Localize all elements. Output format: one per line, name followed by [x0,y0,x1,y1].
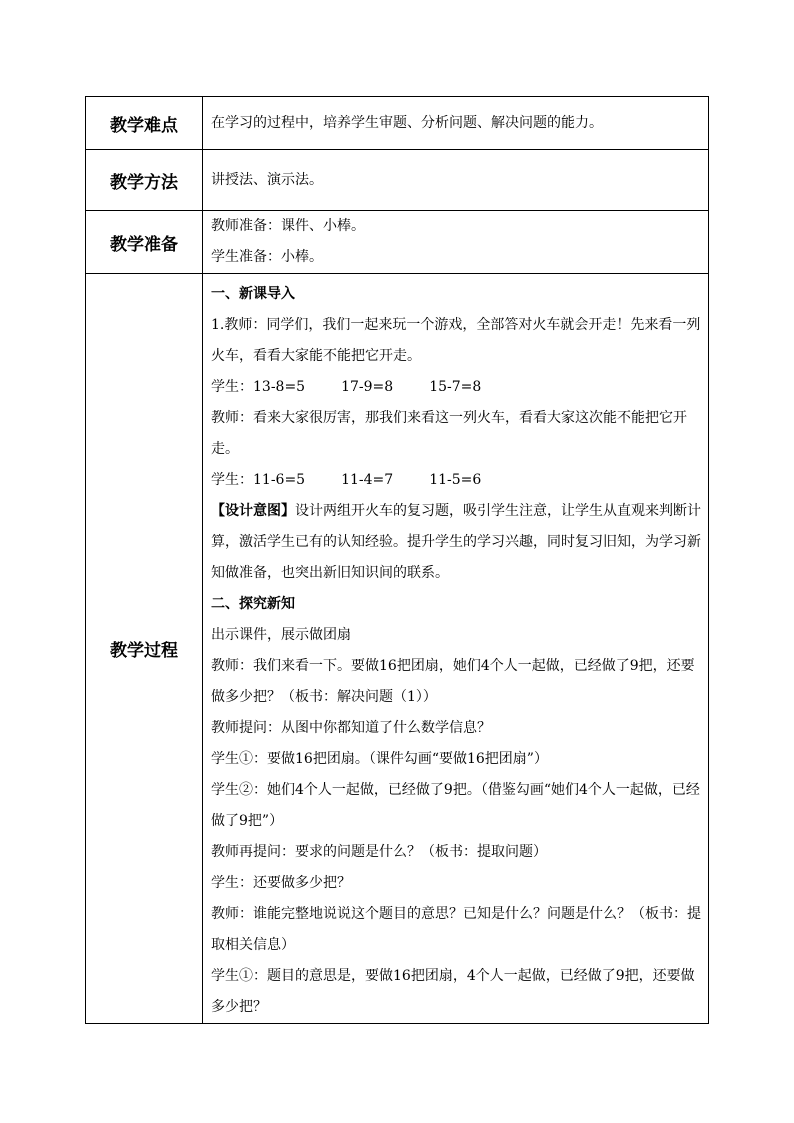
answer-item: 11-6=5 [253,472,306,488]
student-preparation-text: 学生准备：小棒。 [211,249,323,265]
paragraph-explore-9: 学生①：题目的意思是，要做16把团扇，4个人一起做，已经做了9把，还要做多少把？ [211,968,695,1015]
row-teaching-preparation [86,211,709,274]
content-teaching-difficulty: 在学习的过程中，培养学生审题、分析问题、解决问题的能力。 [203,97,709,150]
label-teaching-method: 教学方法 [86,150,203,211]
paragraph-explore-2: 教师：我们来看一下。要做16把团扇，她们4个人一起做，已经做了9把，还要做多少把？（板书：解决问题（1）） [211,658,695,705]
paragraph-intro-2: 教师：看来大家很厉害，那我们来看这一列火车，看看大家这次能不能把它开走。 [211,410,687,457]
paragraph-explore-6: 教师再提问：要求的问题是什么？（板书：提取问题） [211,844,547,860]
student-answers-1 [211,372,702,403]
row-teaching-method [86,150,709,211]
paragraph-explore-3: 教师提问：从图中你都知道了什么数学信息？ [211,720,491,736]
paragraph-explore-4: 学生①：要做16把团扇。（课件勾画“要做16把团扇”） [211,751,548,767]
label-teaching-difficulty: 教学难点 [86,97,203,150]
section-heading-intro: 一、新课导入 [211,286,295,302]
teacher-preparation-text: 教师准备：课件、小棒。 [211,218,365,234]
answer-item: 13-8=5 [253,379,306,395]
paragraph-explore-7: 学生：还要做多少把？ [211,875,351,891]
answer-item: 11-4=7 [341,472,394,488]
label-teaching-process: 教学过程 [86,274,203,1024]
design-intent-paragraph [211,496,702,589]
paragraph-explore-1: 出示课件，展示做团扇 [211,627,351,643]
content-teaching-method: 讲授法、演示法。 [203,150,709,211]
section-heading-explore: 二、探究新知 [211,596,295,612]
row-teaching-difficulty [86,97,709,150]
paragraph-explore-5: 学生②：她们4个人一起做，已经做了9把。（借鉴勾画“她们4个人一起做，已经做了9把”） [211,782,700,829]
design-intent-text: 设计两组开火车的复习题，吸引学生注意，让学生从直观来判断计算，激活学生已有的认知经验。提升学生的学习兴趣，同时复习旧知，为学习新知做准备，也突出新旧知识间的联系。 [211,503,701,581]
answer-item: 15-7=8 [429,379,482,395]
lesson-plan-table [85,96,709,1024]
answer-prefix: 学生： [211,472,253,488]
paragraph-explore-8: 教师：谁能完整地说说这个题目的意思？已知是什么？问题是什么？（板书：提取相关信息） [211,906,701,953]
student-answers-2 [211,465,702,496]
paragraph-intro-1: 1.教师：同学们，我们一起来玩一个游戏，全部答对火车就会开走！先来看一列火车，看看大家能不能把它开走。 [211,317,701,364]
label-teaching-preparation: 教学准备 [86,211,203,274]
design-intent-label: 【设计意图】 [211,503,295,519]
answer-prefix: 学生： [211,379,253,395]
answer-item: 17-9=8 [341,379,394,395]
content-teaching-process [203,274,709,1024]
content-teaching-preparation [203,211,709,274]
row-teaching-process [86,274,709,1024]
answer-item: 11-5=6 [429,472,482,488]
